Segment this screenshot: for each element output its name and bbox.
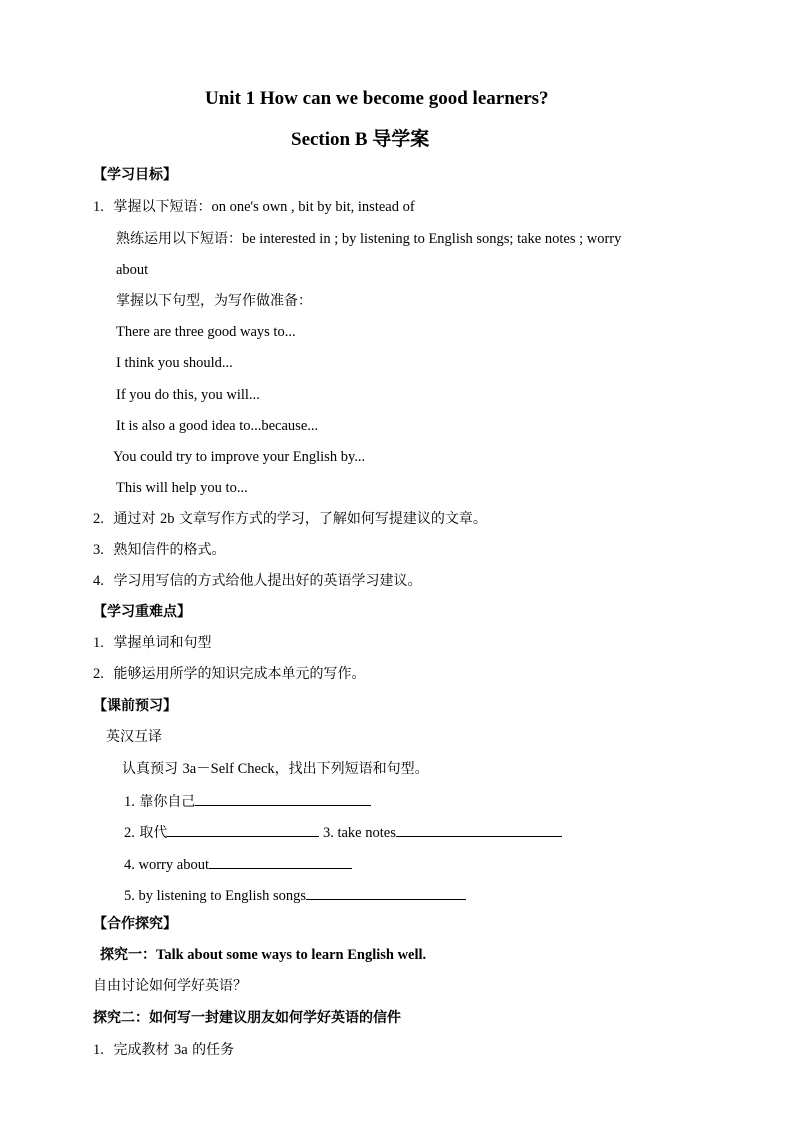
objective-3-text: 熟知信件的格式。 [113, 542, 226, 558]
sentence-pattern-1: There are three good ways to... [116, 324, 296, 340]
difficulty-1 [93, 633, 212, 653]
objective-1-label: 掌握以下短语： [113, 199, 212, 215]
explore-1-description: 自由讨论如何学好英语？ [93, 978, 247, 994]
answer-blank-5[interactable] [306, 884, 466, 900]
explore-2: 探究二：如何写一封建议朋友如何学好英语的信件 [93, 1010, 401, 1026]
task-1 [93, 1040, 234, 1060]
preview-question-2-text: 取代 [134, 825, 168, 841]
sentence-pattern-2: I think you should... [116, 355, 233, 371]
objective-3-number: 3. [93, 542, 104, 558]
sentence-pattern-6: This will help you to... [116, 480, 248, 496]
objective-4 [93, 571, 422, 591]
objective-3 [93, 540, 226, 560]
objective-2-text-b: 2b [159, 511, 175, 527]
preview-question-1 [124, 790, 371, 812]
explore-1-label: 探究一： [100, 947, 156, 963]
preview-heading: 【课前预习】 [93, 698, 177, 714]
objective-1-line2-label: 熟练运用以下短语： [116, 231, 242, 247]
answer-blank-2[interactable] [167, 821, 319, 837]
difficulties-heading: 【学习重难点】 [93, 604, 191, 620]
explore-1-topic: Talk about some ways to learn English well. [156, 947, 427, 963]
preview-instruction-c: ，找出下列短语和句型。 [274, 761, 429, 777]
preview-question-3-text: 3. take notes [319, 825, 396, 841]
sentence-pattern-4: It is also a good idea to...because... [116, 418, 319, 434]
task-1-text-b: 3a [173, 1042, 188, 1058]
explore-1 [100, 945, 426, 965]
objective-1 [93, 197, 415, 217]
difficulty-1-text: 掌握单词和句型 [113, 635, 212, 651]
page-subtitle: Section B 导学案 [291, 129, 430, 150]
task-1-number: 1. [93, 1042, 104, 1058]
objective-1-line2-continued: about [116, 262, 149, 278]
difficulty-2 [93, 664, 366, 684]
objectives-heading: 【学习目标】 [93, 167, 177, 183]
objective-1-line2-phrases: be interested in ; by listening to English songs; take notes ; worry [242, 231, 622, 247]
answer-blank-3[interactable] [396, 821, 562, 837]
objective-1-line3: 掌握以下句型，为写作做准备： [116, 293, 312, 309]
objective-4-number: 4. [93, 573, 104, 589]
task-1-text-a: 完成教材 [113, 1042, 174, 1058]
answer-blank-4[interactable] [209, 853, 352, 869]
preview-instruction-a: 认真预习 [122, 761, 183, 777]
objective-2-text-c: 文章写作方式的学习，了解如何写提建议的文章。 [174, 511, 487, 527]
objective-2 [93, 509, 487, 529]
objective-1-line2 [116, 229, 621, 249]
objective-4-text: 学习用写信的方式给他人提出好的英语学习建议。 [113, 573, 422, 589]
preview-subheading: 英汉互译 [106, 729, 162, 745]
preview-question-2-number: 2. [124, 825, 135, 841]
preview-instruction [122, 759, 429, 779]
preview-question-2 [124, 821, 562, 843]
difficulty-2-number: 2. [93, 666, 104, 682]
objective-2-number: 2. [93, 511, 104, 527]
sentence-pattern-3: If you do this, you will... [116, 387, 260, 403]
preview-question-4 [124, 853, 352, 875]
difficulty-2-text: 能够运用所学的知识完成本单元的写作。 [113, 666, 366, 682]
cooperation-heading: 【合作探究】 [93, 916, 177, 932]
sentence-pattern-5: You could try to improve your English by... [113, 449, 366, 465]
preview-question-5 [124, 884, 466, 906]
answer-blank-1[interactable] [195, 790, 371, 806]
difficulty-1-number: 1. [93, 635, 104, 651]
task-1-text-c: 的任务 [187, 1042, 235, 1058]
objective-1-number: 1. [93, 199, 104, 215]
preview-question-5-text: 5. by listening to English songs [124, 888, 307, 904]
objective-2-text-a: 通过对 [113, 511, 160, 527]
objective-1-phrases: on one's own , bit by bit, instead of [211, 199, 415, 215]
preview-question-1-text: 靠你自己 [134, 794, 196, 810]
preview-instruction-b: 3a－Self Check [182, 761, 275, 777]
page-title: Unit 1 How can we become good learners? [205, 88, 549, 109]
preview-question-1-number: 1. [124, 794, 135, 810]
preview-question-4-text: 4. worry about [124, 857, 209, 873]
